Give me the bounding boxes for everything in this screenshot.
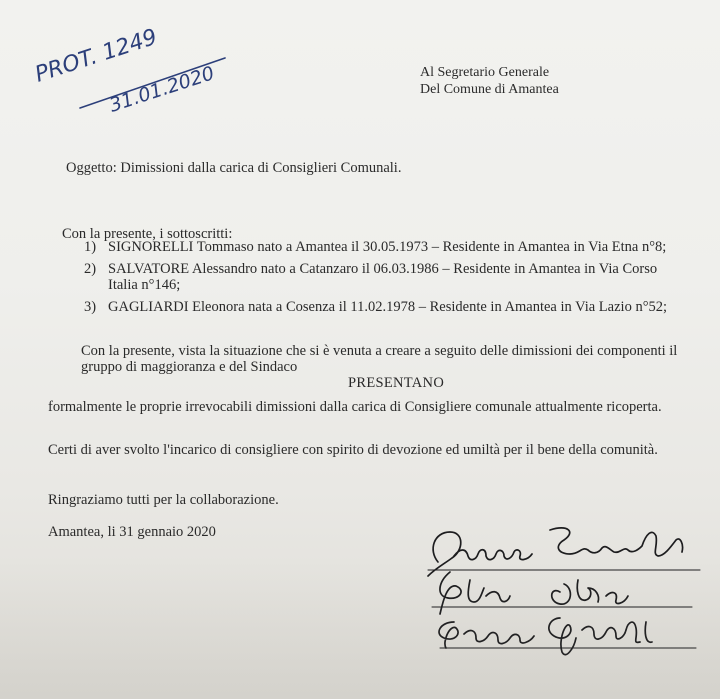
list-number: 1) <box>84 239 97 255</box>
protocol-stamp <box>20 20 240 120</box>
stamp-protocol-text: PROT. 1249 <box>32 24 161 88</box>
list-number: 3) <box>84 298 97 315</box>
continuation-text: Con la presente, vista la situazione che si è venuta a creare a seguito delle dimissioni dei componenti il gruppo di maggioranza e del Sindaco <box>81 343 678 375</box>
list-item <box>84 239 684 256</box>
recipient-block <box>420 64 559 98</box>
list-item <box>84 299 684 316</box>
place-date-line: Amantea, li 31 gennaio 2020 <box>48 524 216 540</box>
thanks-line: Ringraziamo tutti per la collaborazione. <box>48 492 279 508</box>
list-text: SIGNORELLI Tommaso nato a Amantea il 30.05.1973 – Residente in Amantea in Via Etna n°8; <box>108 239 667 255</box>
signature-1 <box>428 528 683 576</box>
intro-line: Con la presente, i sottoscritti: <box>62 226 233 242</box>
list-item <box>84 261 684 294</box>
list-text: GAGLIARDI Eleonora nata a Cosenza il 11.02.1978 – Residente in Amantea in Via Lazio n°52; <box>108 298 668 315</box>
subject-line: Oggetto: Dimissioni dalla carica di Consiglieri Comunali. <box>66 160 402 176</box>
recipient-line-1: Al Segretario Generale <box>420 65 550 80</box>
signatories-list <box>84 239 684 320</box>
signature-2 <box>440 572 628 614</box>
resignation-paragraph: formalmente le proprie irrevocabili dimissioni dalla carica di Consigliere comunale attualmente ricoperta. <box>48 399 662 415</box>
signatures-block <box>420 510 710 680</box>
recipient-line-2: Del Comune di Amantea <box>420 82 559 97</box>
list-number: 2) <box>84 260 97 277</box>
devotion-paragraph: Certi di aver svolto l'incarico di consigliere con spirito di devozione ed umiltà per il bene della comunità. <box>48 442 658 458</box>
signature-3 <box>439 618 652 655</box>
list-text: SALVATORE Alessandro nato a Catanzaro il 06.03.1986 – Residente in Amantea in Via Corso Italia n°146; <box>108 260 658 293</box>
stamp-date-text: 31.01.2020 <box>106 62 218 117</box>
presentano-heading: PRESENTANO <box>348 375 445 391</box>
